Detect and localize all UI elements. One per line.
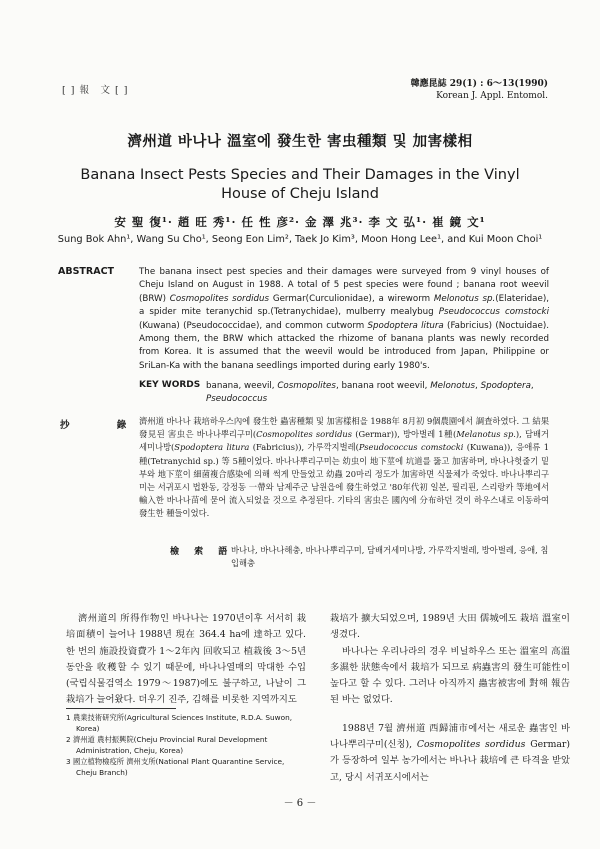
- species-name: Cosmopolites sordidus: [169, 293, 270, 304]
- keyword-sep: ,: [530, 381, 534, 391]
- authors-english: Sung Bok Ahn¹, Wang Su Cho¹, Seong Eon Lim², Taek Jo Kim³, Moon Hong Lee¹, and Kui Moon Choi¹: [57, 234, 543, 245]
- footnote-divider: [66, 708, 176, 709]
- body-paragraph: 栽培가 擴大되었으며, 1989년 大田 儒城에도 栽培 溫室이 생겼다.: [330, 613, 570, 641]
- species-name: Spodoptera litura: [367, 320, 444, 331]
- body-text: 1988년 7월 濟州道 西歸浦市에서는 새로운 蟲害인 바나나뿌리구미(신칭),: [330, 722, 570, 751]
- keyword-italic: Spodoptera: [480, 381, 531, 391]
- body-column-right: [330, 611, 570, 786]
- species-name: Spodoptera litura: [174, 442, 250, 453]
- species-name: Pseudococcus comstocki: [438, 307, 549, 318]
- ko-abstract-part: (Kuwana)), 응애류 1種(Tetranychid sp.) 等 5種이었다. 바나나뿌리구미는 幼虫이 地下莖에 坑道를 뚫고 加害하며, 바나나헛줄기 밑부와 地下莖이 細菌複合感染에 의해 썩게 만들었고 幼蟲 20마리 정도가 加害하면 식물체가 죽었다. 바나나뿌리구미는 서귀포시 법환동, 강정동 一帶와 남제주군 남원읍에 發生하였고 '80年代初 일본, 필리핀, 스리랑카 等地에서 輸入한 바나나苗에 묻어 流入되었을 것으로 추정된다. 기타의 害虫은 國內에 分布하던 것이 하우스내로 이동하여 發生한 種들이었다.: [139, 442, 549, 519]
- header-section-label: [ ] 報 文 [ ]: [62, 85, 129, 96]
- authors-korean: 安 聖 復¹· 趙 旺 秀¹· 任 性 彦²· 金 澤 兆³· 李 文 弘¹· 崔 鏡 文¹: [114, 215, 486, 229]
- species-name: Melanotus sp.: [456, 429, 516, 440]
- korean-abstract-text: [139, 415, 549, 521]
- footnote: 1 農業技術研究所(Agricultural Sciences Institute, R.D.A. Suwon, Korea): [66, 713, 293, 733]
- title-english-line1: Banana Insect Pests Species and Their Damages in the Vinyl: [80, 167, 520, 183]
- title-english-line2: House of Cheju Island: [221, 186, 379, 202]
- ko-abstract-part: 濟州道 바나나 栽培하우스內에 發生한 蟲害種類 및 加害樣相을 1988年 8月初 9個農園에서 調査하였다. 그 結果 發見된 害虫은 바나나뿌리구미(: [139, 416, 549, 440]
- species-name: Pseudococcus comstocki: [358, 442, 464, 453]
- title-english: [0, 166, 600, 204]
- body-column-left: 濟州道의 所得作物인 바나나는 1970년이후 서서히 栽培面積이 늘어나 1988년 現在 364.4 ha에 達하고 있다. 한 번의 施設投資費가 1～2年內 回收되고 植栽後 3～5년동안을 收穫할 수 있기 때문에, 바나나열매의 막대한 수입(국립식물검역소 1979～1987)에도 불구하고, 나날이 그 栽培가 늘어왔다. 더우기 진주, 김해를 비롯한 지역까지도: [66, 613, 306, 706]
- title-korean: 濟州道 바나나 溫室에 發生한 害虫種類 및 加害樣相: [127, 133, 473, 150]
- abstract-text: [139, 266, 549, 373]
- abstract-part3: (Elateridae), a spider mite teranychid sp.(Tetranychidae), mulberry mealybug: [139, 293, 549, 318]
- abstract-part5: (Fabricius) (Noctuidae). Among them, the BRW which attacked the rhizome of banana plants was newly recorded from Korea. It is assumed that the weevil would be introduced from Japan, Philippine or SriLan-Ka with the banana seedlings imported during early 1980's.: [139, 320, 550, 371]
- keyword-sep: ,: [475, 381, 481, 391]
- keyword-plain: banana, weevil,: [206, 381, 278, 391]
- species-name: Melonotus sp.: [433, 293, 496, 304]
- keyword-plain: , banana root weevil,: [335, 381, 431, 391]
- journal-en: Korean J. Appl. Entomol.: [436, 91, 548, 101]
- footnote: 2 濟州道 農村振興院(Cheju Provincial Rural Development Administration, Cheju, Korea): [66, 735, 268, 755]
- keyword-italic: Melonotus: [430, 381, 476, 391]
- keywords-text: [206, 380, 546, 406]
- body-paragraph: 바나나는 우리나라의 경우 비닐하우스 또는 溫室의 高溫多濕한 狀態속에서 栽培가 되므로 病蟲害의 發生可能性이 높다고 할 수 있다. 그러나 아직까지 蟲害被害에 對해 報告된 바는 없었다.: [330, 645, 570, 706]
- species-name: Cosmopolites sordidus: [416, 739, 526, 751]
- ko-abstract-part: (Fabricius)), 가루깍지벌레(: [249, 442, 359, 453]
- korean-keywords-label: 檢 索 語: [170, 547, 234, 557]
- ko-abstract-part: (Germar)), 방아벌레 1種(: [352, 429, 457, 440]
- ko-abstract-part: ), 담배거세미나방(: [139, 429, 550, 453]
- journal-ko: 韓應昆誌 29(1) : 6～13(1990): [410, 79, 548, 89]
- keyword-italic: Cosmopolites: [277, 381, 336, 391]
- abstract-part2: Germar(Curculionidae), a wireworm: [269, 293, 434, 304]
- footnotes: [66, 712, 306, 778]
- body-paragraph: [330, 721, 570, 786]
- korean-abstract-label: 抄 錄: [60, 420, 149, 431]
- page-number: － 6 －: [283, 798, 317, 809]
- abstract-part4: (Kuwana) (Pseudococcidae), and common cutworm: [139, 320, 368, 331]
- journal-citation: [411, 78, 548, 102]
- species-name: Cosmopolites sordidus: [256, 429, 353, 440]
- keywords-label: KEY WORDS: [139, 380, 201, 390]
- abstract-part1: The banana insect pest species and their damages were surveyed from 9 vinyl houses of Cheju Island on August in 1988. A total of 5 pest species were found ; banana root weevil (BRW): [139, 267, 549, 304]
- keyword-italic: Pseudococcus: [206, 394, 268, 404]
- footnote: 3 國立植物檢疫所 濟州支所(National Plant Quarantine Service, Cheju Branch): [66, 757, 285, 777]
- abstract-label: ABSTRACT: [58, 266, 115, 277]
- korean-keywords-text: 바나나, 바나나해충, 바나나뿌리구미, 담배거세미나방, 가루깍지벌레, 방아벌레, 응애, 침입해충: [231, 545, 549, 568]
- body-text: Germar)가 등장하여 일부 농가에서는 바나나 栽培에 큰 타격을 받았고, 당시 서귀포시에서는: [330, 739, 570, 783]
